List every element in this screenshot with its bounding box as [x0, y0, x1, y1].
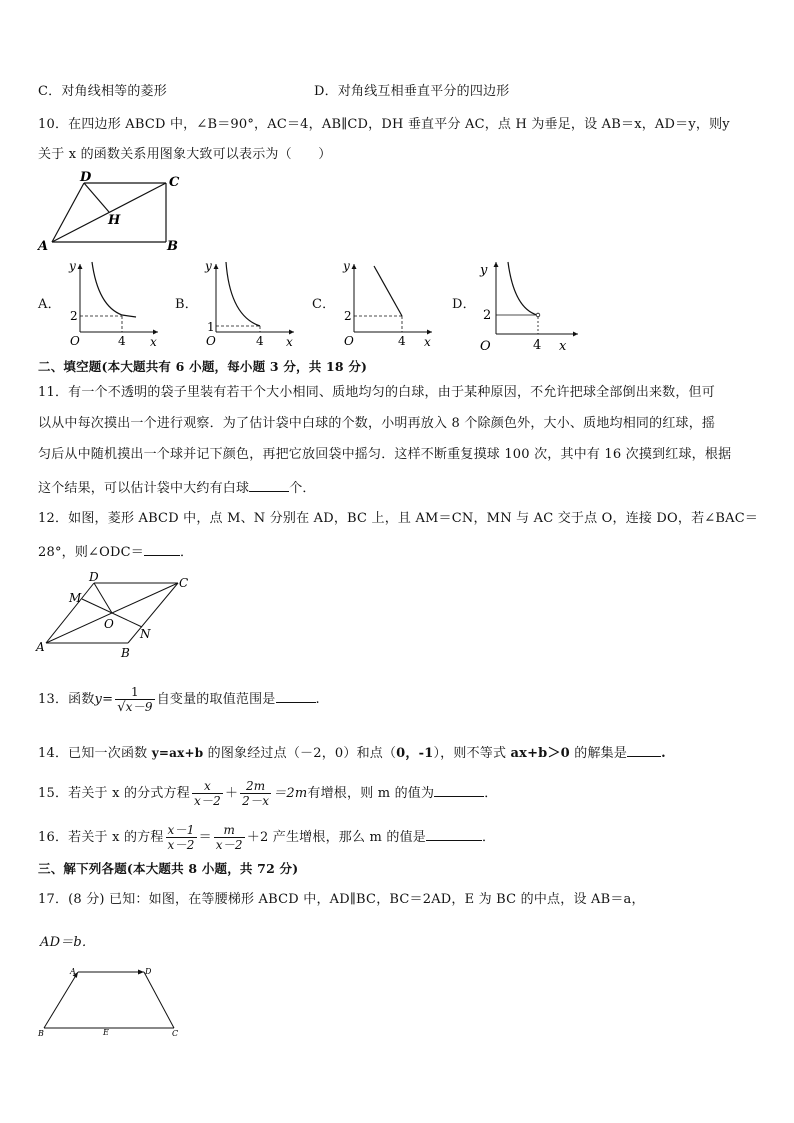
graph-d-x-tick: 4	[533, 338, 542, 353]
q16-pre: 16．若关于 x 的方程	[38, 830, 164, 845]
q13-post: 自变量的取值范围是	[156, 692, 276, 707]
option-c-text: C．对角线相等的菱形	[38, 84, 167, 99]
q17-line1: 17．(8 分) 已知：如图，在等腰梯形 ABCD 中，AD∥BC，BC＝2AD，E 为 BC 的中点，设 AB＝a，	[38, 892, 645, 907]
q14-point: 0，-1	[396, 746, 434, 761]
q17-figure	[34, 964, 184, 1040]
q17-label-d: D	[145, 967, 152, 976]
graph-b-y-label: y	[205, 259, 212, 273]
q10-label-d: D	[80, 170, 92, 185]
q10-label-b: B	[167, 239, 178, 254]
graph-a-origin: O	[70, 334, 80, 348]
q10-graph-c	[336, 258, 436, 350]
q11-line3: 匀后从中随机摸出一个球并记下颜色，再把它放回袋中摇匀．这样不断重复摸球 100 次，其中有 16 次摸到红球，根据	[38, 447, 732, 462]
q14-fn: y=ax+b	[151, 746, 204, 760]
q11-line1: 11．有一个不透明的袋子里装有若干个大小相同、质地均匀的白球，由于某种原因，不允许把球全部倒出来数，但可	[38, 385, 715, 400]
q17-label-c: C	[172, 1029, 179, 1038]
graph-d-origin: O	[480, 339, 491, 354]
graph-a-y-label: y	[69, 259, 76, 273]
q10-option-c-letter: C．	[312, 297, 336, 312]
q13-eq: =	[102, 692, 114, 707]
graph-c-origin: O	[344, 334, 354, 348]
q16-end: ．	[481, 830, 496, 845]
q10-graph-a	[62, 258, 162, 350]
q16-f2-num: m	[214, 823, 245, 838]
q10-graph-b	[198, 258, 298, 350]
q15-post: 有增根，则 m 的值为	[307, 786, 435, 801]
q15-f1-den: x－2	[193, 794, 221, 808]
q12-line2	[38, 543, 193, 561]
q13-radicand: x－9	[125, 699, 153, 714]
q16-fraction-1	[166, 823, 197, 852]
q16-eq: ＝	[198, 830, 212, 845]
q15-plus: ＋	[224, 786, 239, 801]
q14-mid2: ），则不等式	[433, 746, 511, 761]
graph-d-y-label: y	[480, 263, 488, 278]
graph-d-y-tick: 2	[483, 308, 492, 323]
q16-fraction-2	[214, 823, 245, 852]
graph-a-y-tick: 2	[70, 309, 78, 323]
q14-pre: 14．已知一次函数	[38, 746, 152, 761]
q16-f1-den: x－2	[167, 838, 195, 852]
graph-b-x-tick: 4	[256, 334, 264, 348]
q10-option-d-letter: D．	[452, 297, 476, 312]
q10-label-a: A	[38, 239, 49, 254]
q10-line1: 10．在四边形 ABCD 中，∠B＝90°，AC＝4，AB∥CD，DH 垂直平分 AC，点 H 为垂足，设 AB＝x，AD＝y，则y	[38, 117, 730, 132]
q10-label-c: C	[169, 175, 180, 190]
q15-fraction-2	[240, 779, 271, 808]
q15-answer-blank[interactable]	[434, 784, 484, 797]
graph-a-x-tick: 4	[118, 334, 126, 348]
q12-line2-pre: 28°，则∠ODC＝	[38, 545, 144, 560]
q13-answer-blank[interactable]	[276, 690, 316, 703]
q12-label-o: O	[104, 617, 114, 631]
graph-c-x-label: x	[424, 335, 431, 349]
q12-answer-blank[interactable]	[144, 543, 180, 556]
section2-title: 二、填空题(本大题共有 6 小题，每小题 3 分，共 18 分)	[38, 359, 368, 374]
q10-graph-d	[474, 256, 584, 354]
q10-figure	[30, 168, 190, 256]
q10-line2: 关于 x 的函数关系用图象大致可以表示为（ ）	[38, 147, 332, 162]
graph-a-x-label: x	[150, 335, 157, 349]
q13-line	[38, 680, 320, 720]
q17-label-b: B	[38, 1029, 44, 1038]
q14-post: 的解集是	[569, 746, 628, 761]
q12-label-n: N	[140, 627, 151, 641]
q15-fraction-1	[192, 779, 223, 808]
q10-label-h: H	[108, 213, 121, 228]
q17-line2: AD＝b．	[40, 935, 96, 950]
q15-line	[38, 774, 497, 814]
q12-label-a: A	[36, 640, 45, 654]
q16-f1-num: x－1	[167, 823, 195, 837]
q15-rhs: ＝2m	[273, 786, 308, 801]
q13-end: .	[315, 692, 320, 707]
graph-c-y-label: y	[343, 259, 350, 273]
q15-f2-num: 2m	[240, 779, 271, 794]
q10-option-b-letter: B．	[175, 297, 198, 312]
q14-inequality: ax+b＞0	[510, 746, 570, 761]
q11-line4-pre: 这个结果，可以估计袋中大约有白球	[38, 481, 250, 496]
graph-c-y-tick: 2	[344, 309, 352, 323]
q17-label-e: E	[103, 1028, 109, 1037]
graph-b-y-tick: 1	[207, 320, 215, 334]
option-d-text: D．对角线互相垂直平分的四边形	[314, 84, 510, 99]
q16-line	[38, 818, 495, 858]
q12-label-m: M	[69, 591, 82, 605]
q12-label-b: B	[121, 646, 130, 660]
q12-line2-post: ．	[179, 545, 194, 560]
q14-answer-blank[interactable]	[627, 744, 661, 757]
q14-end: .	[661, 746, 666, 761]
q16-post: ＋2 产生增根，那么 m 的值是	[246, 830, 426, 845]
q13-pre: 13．函数	[38, 692, 95, 707]
q11-line4-post: 个．	[289, 481, 316, 496]
q13-den: √x－9	[117, 699, 153, 715]
q11-line4	[38, 479, 316, 497]
q12-label-c: C	[179, 576, 189, 590]
q16-answer-blank[interactable]	[426, 828, 482, 841]
q12-label-d: D	[89, 570, 99, 584]
section3-title: 三、解下列各题(本大题共 8 小题，共 72 分)	[38, 861, 299, 876]
q13-y: y	[94, 692, 103, 707]
q11-answer-blank[interactable]	[249, 479, 289, 492]
q15-pre: 15．若关于 x 的分式方程	[38, 786, 190, 801]
q10-option-a-letter: A．	[38, 297, 61, 312]
q12-figure	[34, 566, 198, 662]
q13-num: 1	[115, 685, 155, 700]
q14-mid1: 的图象经过点（－2，0）和点（	[203, 746, 397, 761]
q15-end: ．	[484, 786, 498, 801]
q15-f1-num: x	[192, 779, 223, 794]
graph-c-x-tick: 4	[398, 334, 406, 348]
q11-line2: 以从中每次摸出一个进行观察．为了估计袋中白球的个数，小明再放入 8 个除颜色外，大小、质地均相同的红球，摇	[38, 416, 716, 431]
q14-line	[38, 744, 666, 762]
graph-b-origin: O	[206, 334, 216, 348]
q17-label-a: A	[70, 967, 76, 976]
q15-f2-den: 2－x	[242, 794, 270, 808]
q13-fraction	[115, 685, 155, 715]
q16-f2-den: x－2	[215, 838, 243, 852]
graph-b-x-label: x	[286, 335, 293, 349]
graph-d-x-label: x	[559, 339, 567, 354]
q12-line1: 12．如图，菱形 ABCD 中，点 M、N 分别在 AD，BC 上，且 AM＝CN，MN 与 AC 交于点 O，连接 DO，若∠BAC＝	[38, 511, 759, 526]
